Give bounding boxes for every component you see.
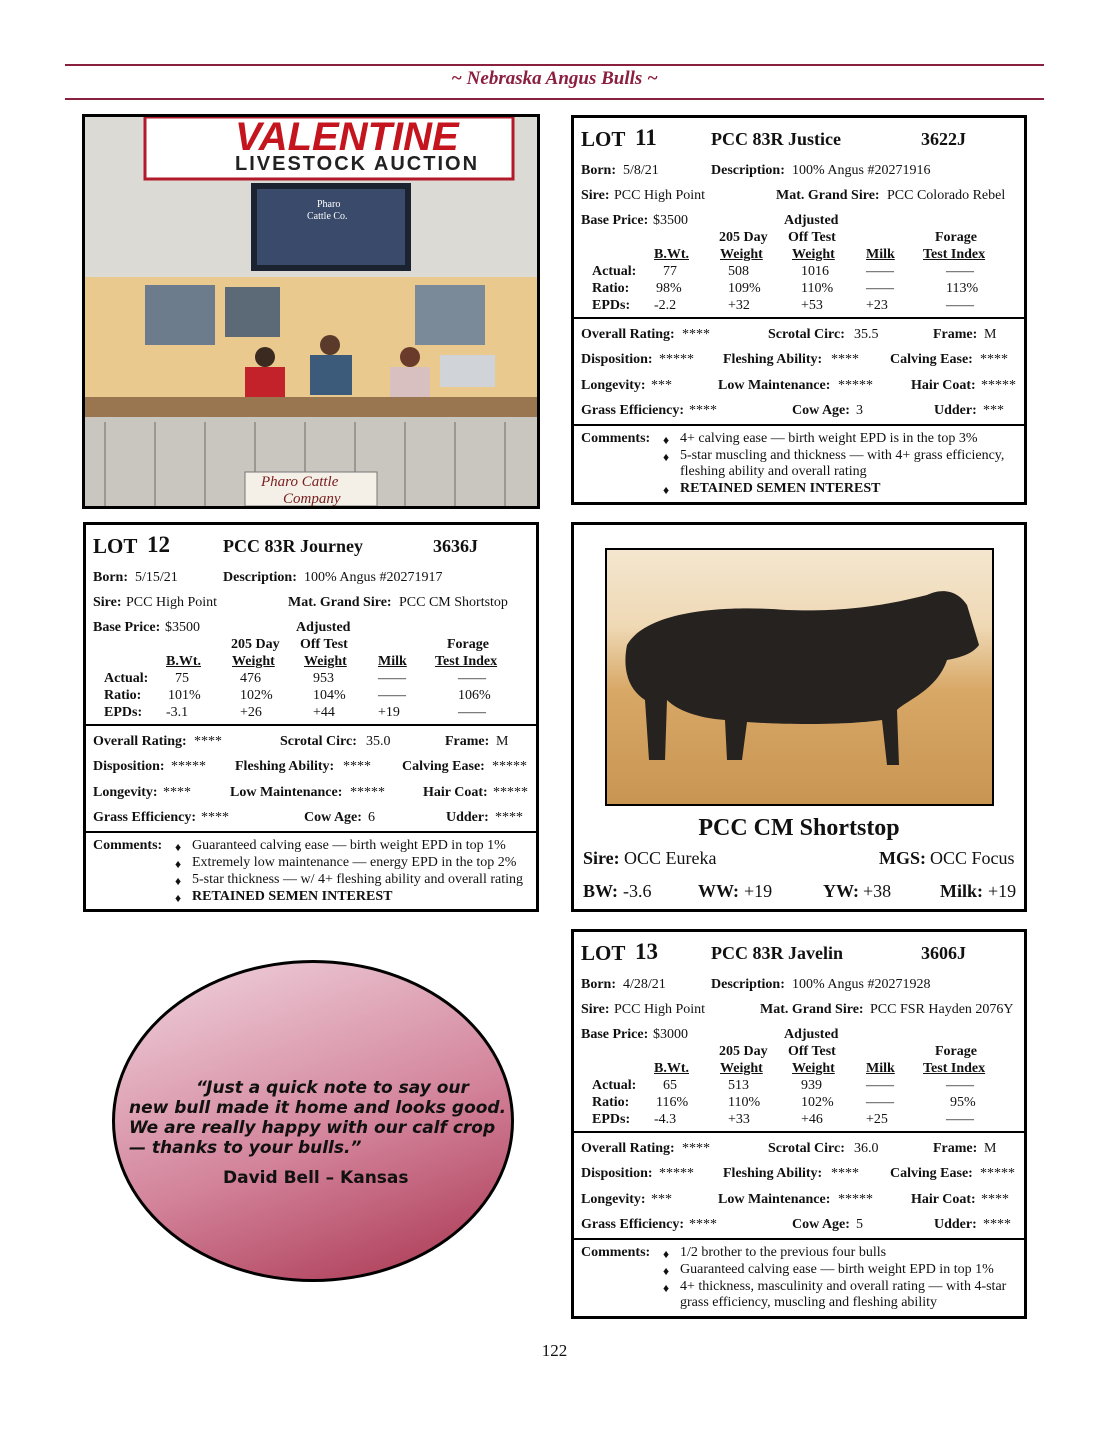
adjusted-header: Adjusted: [296, 620, 351, 635]
epds-forage: ——: [946, 298, 974, 313]
hair-coat-label: Hair Coat:: [423, 785, 488, 800]
frame-label: Frame:: [445, 734, 490, 749]
fleshing-value: ****: [343, 759, 371, 774]
bullet-icon: ♦: [663, 1247, 670, 1261]
comment-2: Guaranteed calving ease — birth weight EPD in top 1%: [680, 1262, 994, 1277]
comment-3: RETAINED SEMEN INTEREST: [680, 481, 881, 496]
mgs-value: PCC Colorado Rebel: [887, 188, 1006, 203]
ratio-forage: 113%: [946, 281, 979, 296]
offtest-header: Off Test: [300, 637, 348, 652]
comment-1: 1/2 brother to the previous four bulls: [680, 1245, 887, 1260]
comment-4: RETAINED SEMEN INTEREST: [192, 889, 393, 904]
auction-photo: [82, 114, 540, 509]
disposition-label: Disposition:: [93, 759, 165, 774]
divider: [574, 1238, 1024, 1240]
epds-offtest: +44: [313, 705, 335, 720]
adjusted-header: Adjusted: [784, 1027, 839, 1042]
actual-offtest: 1016: [801, 264, 829, 279]
test-index-header: Test Index: [435, 654, 498, 669]
lot-11-card: [571, 115, 1027, 505]
comment-3: 4+ thickness, masculinity and overall rating — with 4-star: [680, 1279, 1007, 1294]
ratio-milk: ——: [378, 688, 406, 703]
longevity-value: ***: [651, 1192, 672, 1207]
auction-sign-subtitle: LIVESTOCK AUCTION: [235, 153, 480, 175]
sire-feature-sire-label: Sire:: [583, 848, 620, 868]
sire-feature-yw-value: +38: [863, 881, 892, 901]
sire-feature-card: [571, 522, 1027, 912]
epds-205: +32: [728, 298, 750, 313]
header-rule-bottom: [65, 98, 1044, 100]
disposition-label: Disposition:: [581, 352, 653, 367]
actual-label: Actual:: [104, 671, 149, 686]
bwt-header: B.Wt.: [166, 654, 201, 669]
lot-label: LOT: [93, 534, 138, 558]
frame-label: Frame:: [933, 327, 978, 342]
lot-number: 12: [147, 532, 170, 557]
grass-label: Grass Efficiency:: [581, 403, 685, 418]
testimonial-line-1: “Just a quick note to say our: [196, 1078, 469, 1098]
cow-age-value: 5: [856, 1217, 863, 1232]
ratio-milk: ——: [866, 281, 894, 296]
epds-offtest: +53: [801, 298, 823, 313]
udder-label: Udder:: [934, 1217, 977, 1232]
comment-3: 5-star thickness — w/ 4+ fleshing ability and overall rating: [192, 872, 523, 887]
bull-photo: [605, 548, 994, 806]
frame-value: M: [984, 327, 997, 342]
comment-2: Extremely low maintenance — energy EPD in the top 2%: [192, 855, 517, 870]
ratio-label: Ratio:: [592, 1095, 630, 1110]
divider: [86, 724, 536, 726]
lot-12-card: [83, 522, 539, 912]
day205-header: 205 Day: [719, 1044, 768, 1059]
lot-13-card: [571, 929, 1027, 1319]
calving-value: ****: [980, 352, 1008, 367]
sire-feature-sire-value: OCC Eureka: [624, 848, 717, 868]
sire-feature-yw-label: YW:: [823, 881, 859, 901]
bullet-icon: ♦: [663, 433, 670, 447]
comment-1: Guaranteed calving ease — birth weight EPD in top 1%: [192, 838, 506, 853]
page-header: ~ Nebraska Angus Bulls ~: [451, 68, 658, 89]
mgs-label: Mat. Grand Sire:: [288, 595, 392, 610]
udder-value: ****: [495, 810, 523, 825]
epds-205: +33: [728, 1112, 750, 1127]
ratio-offtest: 104%: [313, 688, 346, 703]
tag-number: 3622J: [921, 129, 966, 149]
description-label: Description:: [711, 163, 785, 178]
fleshing-label: Fleshing Ability:: [723, 352, 823, 367]
banner-text-2: Company: [283, 491, 341, 507]
cow-age-value: 6: [368, 810, 375, 825]
bullet-icon: ♦: [175, 857, 182, 871]
page-number: 122: [541, 1341, 568, 1360]
divider: [574, 424, 1024, 426]
mgs-label: Mat. Grand Sire:: [760, 1002, 864, 1017]
lot-number: 11: [635, 125, 657, 150]
grass-value: ****: [201, 810, 229, 825]
milk-header: Milk: [378, 654, 407, 669]
bwt-header: B.Wt.: [654, 1061, 689, 1076]
fleshing-value: ****: [831, 1166, 859, 1181]
base-price-value: $3000: [653, 1027, 688, 1042]
actual-forage: ——: [946, 264, 974, 279]
scrotal-label: Scrotal Circ:: [280, 734, 357, 749]
fleshing-label: Fleshing Ability:: [235, 759, 335, 774]
sire-feature-milk-value: +19: [988, 881, 1017, 901]
epds-milk: +19: [378, 705, 400, 720]
offtest-header: Off Test: [788, 230, 836, 245]
bullet-icon: ♦: [175, 840, 182, 854]
low-maint-value: *****: [350, 785, 385, 800]
comments-label: Comments:: [581, 1245, 651, 1260]
bwt-header: B.Wt.: [654, 247, 689, 262]
divider: [86, 831, 536, 833]
actual-205: 508: [728, 264, 749, 279]
test-index-header: Test Index: [923, 1061, 986, 1076]
divider: [574, 1131, 1024, 1133]
disposition-label: Disposition:: [581, 1166, 653, 1181]
scrotal-label: Scrotal Circ:: [768, 327, 845, 342]
lot-label: LOT: [581, 941, 626, 965]
milk-header: Milk: [866, 1061, 895, 1076]
born-label: Born:: [581, 163, 616, 178]
sire-value: PCC High Point: [614, 1002, 706, 1017]
grass-value: ****: [689, 403, 717, 418]
testimonial-line-3: We are really happy with our calf crop: [129, 1118, 496, 1138]
hair-coat-value: *****: [981, 378, 1016, 393]
scrotal-value: 35.0: [366, 734, 391, 749]
description-value: 100% Angus #20271917: [304, 570, 443, 585]
ratio-bwt: 98%: [656, 281, 682, 296]
epds-bwt: -4.3: [654, 1112, 677, 1127]
comment-2: 5-star muscling and thickness — with 4+ grass efficiency,: [680, 448, 1005, 463]
comment-2-cont: fleshing ability and overall rating: [680, 464, 867, 479]
udder-value: ****: [983, 1217, 1011, 1232]
lot-number: 13: [635, 939, 658, 964]
bullet-icon: ♦: [663, 450, 670, 464]
actual-bwt: 77: [663, 264, 677, 279]
hair-coat-value: *****: [493, 785, 528, 800]
scrotal-value: 36.0: [854, 1141, 879, 1156]
cow-age-label: Cow Age:: [304, 810, 362, 825]
sire-feature-bw-label: BW:: [583, 881, 619, 901]
overall-value: ****: [194, 734, 222, 749]
actual-milk: ——: [866, 264, 894, 279]
actual-label: Actual:: [592, 1078, 637, 1093]
forage-header: Forage: [935, 1044, 977, 1059]
epds-label: EPDs:: [104, 705, 143, 720]
header-rule-top: [65, 64, 1044, 66]
fleshing-value: ****: [831, 352, 859, 367]
forage-header: Forage: [935, 230, 977, 245]
udder-label: Udder:: [934, 403, 977, 418]
actual-bwt: 75: [175, 671, 189, 686]
hair-coat-label: Hair Coat:: [911, 378, 976, 393]
frame-value: M: [984, 1141, 997, 1156]
bullet-icon: ♦: [175, 891, 182, 905]
epds-offtest: +46: [801, 1112, 823, 1127]
sire-feature-milk-label: Milk:: [940, 881, 983, 901]
low-maint-label: Low Maintenance:: [230, 785, 343, 800]
epds-milk: +23: [866, 298, 888, 313]
sire-label: Sire:: [93, 595, 122, 610]
grass-value: ****: [689, 1217, 717, 1232]
adjusted-header: Adjusted: [784, 213, 839, 228]
sire-feature-bw-value: -3.6: [623, 881, 652, 901]
ratio-forage: 95%: [950, 1095, 976, 1110]
overall-label: Overall Rating:: [93, 734, 187, 749]
sire-feature-mgs-value: OCC Focus: [930, 848, 1015, 868]
testimonial-line-4: — thanks to your bulls.”: [129, 1138, 362, 1158]
mgs-label: Mat. Grand Sire:: [776, 188, 880, 203]
sire-value: PCC High Point: [614, 188, 706, 203]
description-label: Description:: [223, 570, 297, 585]
description-value: 100% Angus #20271928: [792, 977, 931, 992]
comment-3-cont: grass efficiency, muscling and fleshing ability: [680, 1295, 937, 1310]
ratio-205: 109%: [728, 281, 761, 296]
bullet-icon: ♦: [663, 483, 670, 497]
milk-header: Milk: [866, 247, 895, 262]
comments-label: Comments:: [581, 431, 651, 446]
weight205-header: Weight: [232, 654, 275, 669]
weightoff-header: Weight: [792, 247, 835, 262]
ratio-milk: ——: [866, 1095, 894, 1110]
lot-label: LOT: [581, 127, 626, 151]
sire-feature-ww-value: +19: [744, 881, 773, 901]
forage-header: Forage: [447, 637, 489, 652]
weight205-header: Weight: [720, 247, 763, 262]
weight205-header: Weight: [720, 1061, 763, 1076]
longevity-value: ***: [651, 378, 672, 393]
base-price-value: $3500: [653, 213, 688, 228]
sire-label: Sire:: [581, 1002, 610, 1017]
bullet-icon: ♦: [663, 1281, 670, 1295]
actual-205: 513: [728, 1078, 749, 1093]
hair-coat-value: ****: [981, 1192, 1009, 1207]
longevity-label: Longevity:: [93, 785, 158, 800]
hair-coat-label: Hair Coat:: [911, 1192, 976, 1207]
low-maint-value: *****: [838, 1192, 873, 1207]
ratio-label: Ratio:: [592, 281, 630, 296]
calving-value: *****: [980, 1166, 1015, 1181]
bullet-icon: ♦: [175, 874, 182, 888]
epds-bwt: -2.2: [654, 298, 677, 313]
actual-offtest: 939: [801, 1078, 822, 1093]
base-price-label: Base Price:: [93, 620, 161, 635]
testimonial-line-2: new bull made it home and looks good.: [129, 1098, 507, 1118]
longevity-label: Longevity:: [581, 1192, 646, 1207]
calving-label: Calving Ease:: [890, 1166, 973, 1181]
udder-value: ***: [983, 403, 1004, 418]
actual-bwt: 65: [663, 1078, 677, 1093]
overall-label: Overall Rating:: [581, 1141, 675, 1156]
ratio-bwt: 116%: [656, 1095, 689, 1110]
ratio-forage: 106%: [458, 688, 491, 703]
base-price-value: $3500: [165, 620, 200, 635]
divider: [574, 317, 1024, 319]
epds-forage: ——: [946, 1112, 974, 1127]
epds-label: EPDs:: [592, 298, 631, 313]
test-index-header: Test Index: [923, 247, 986, 262]
sire-feature-mgs-label: MGS:: [879, 848, 926, 868]
cow-age-value: 3: [856, 403, 863, 418]
born-value: 5/15/21: [135, 570, 178, 585]
disposition-value: *****: [171, 759, 206, 774]
bull-name: PCC 83R Journey: [223, 536, 363, 556]
weightoff-header: Weight: [792, 1061, 835, 1076]
longevity-value: ****: [163, 785, 191, 800]
tv-screen-text-1: Pharo: [317, 199, 341, 210]
ratio-bwt: 101%: [168, 688, 201, 703]
comment-1: 4+ calving ease — birth weight EPD is in the top 3%: [680, 431, 978, 446]
actual-forage: ——: [946, 1078, 974, 1093]
auction-sign-title: VALENTINE: [235, 115, 459, 159]
low-maint-value: *****: [838, 378, 873, 393]
bull-name: PCC 83R Justice: [711, 129, 841, 149]
epds-205: +26: [240, 705, 262, 720]
tag-number: 3636J: [433, 536, 478, 556]
cow-age-label: Cow Age:: [792, 1217, 850, 1232]
testimonial-author: David Bell – Kansas: [223, 1168, 409, 1188]
overall-value: ****: [682, 327, 710, 342]
longevity-label: Longevity:: [581, 378, 646, 393]
base-price-label: Base Price:: [581, 213, 649, 228]
description-value: 100% Angus #20271916: [792, 163, 931, 178]
actual-milk: ——: [866, 1078, 894, 1093]
scrotal-value: 35.5: [854, 327, 879, 342]
born-label: Born:: [581, 977, 616, 992]
overall-label: Overall Rating:: [581, 327, 675, 342]
actual-offtest: 953: [313, 671, 334, 686]
actual-forage: ——: [458, 671, 486, 686]
description-label: Description:: [711, 977, 785, 992]
ratio-offtest: 110%: [801, 281, 834, 296]
ratio-205: 102%: [240, 688, 273, 703]
overall-value: ****: [682, 1141, 710, 1156]
mgs-value: PCC CM Shortstop: [399, 595, 508, 610]
grass-label: Grass Efficiency:: [581, 1217, 685, 1232]
bullet-icon: ♦: [663, 1264, 670, 1278]
grass-label: Grass Efficiency:: [93, 810, 197, 825]
epds-forage: ——: [458, 705, 486, 720]
tv-screen-text-2: Cattle Co.: [307, 211, 348, 222]
day205-header: 205 Day: [719, 230, 768, 245]
born-value: 4/28/21: [623, 977, 666, 992]
mgs-value: PCC FSR Hayden 2076Y: [870, 1002, 1014, 1017]
day205-header: 205 Day: [231, 637, 280, 652]
calving-label: Calving Ease:: [402, 759, 485, 774]
calving-value: *****: [492, 759, 527, 774]
epds-label: EPDs:: [592, 1112, 631, 1127]
tag-number: 3606J: [921, 943, 966, 963]
bull-name: PCC 83R Javelin: [711, 943, 843, 963]
epds-bwt: -3.1: [166, 705, 189, 720]
comments-label: Comments:: [93, 838, 163, 853]
base-price-label: Base Price:: [581, 1027, 649, 1042]
ratio-offtest: 102%: [801, 1095, 834, 1110]
sire-value: PCC High Point: [126, 595, 218, 610]
disposition-value: *****: [659, 352, 694, 367]
actual-label: Actual:: [592, 264, 637, 279]
low-maint-label: Low Maintenance:: [718, 378, 831, 393]
scrotal-label: Scrotal Circ:: [768, 1141, 845, 1156]
low-maint-label: Low Maintenance:: [718, 1192, 831, 1207]
fleshing-label: Fleshing Ability:: [723, 1166, 823, 1181]
actual-205: 476: [240, 671, 261, 686]
udder-label: Udder:: [446, 810, 489, 825]
ratio-205: 110%: [728, 1095, 761, 1110]
frame-label: Frame:: [933, 1141, 978, 1156]
disposition-value: *****: [659, 1166, 694, 1181]
offtest-header: Off Test: [788, 1044, 836, 1059]
epds-milk: +25: [866, 1112, 888, 1127]
frame-value: M: [496, 734, 509, 749]
ratio-label: Ratio:: [104, 688, 142, 703]
cow-age-label: Cow Age:: [792, 403, 850, 418]
born-label: Born:: [93, 570, 128, 585]
born-value: 5/8/21: [623, 163, 659, 178]
sire-feature-ww-label: WW:: [698, 881, 740, 901]
sire-label: Sire:: [581, 188, 610, 203]
calving-label: Calving Ease:: [890, 352, 973, 367]
weightoff-header: Weight: [304, 654, 347, 669]
banner-text-1: Pharo Cattle: [261, 474, 339, 490]
actual-milk: ——: [378, 671, 406, 686]
sire-feature-name: PCC CM Shortstop: [698, 815, 900, 841]
